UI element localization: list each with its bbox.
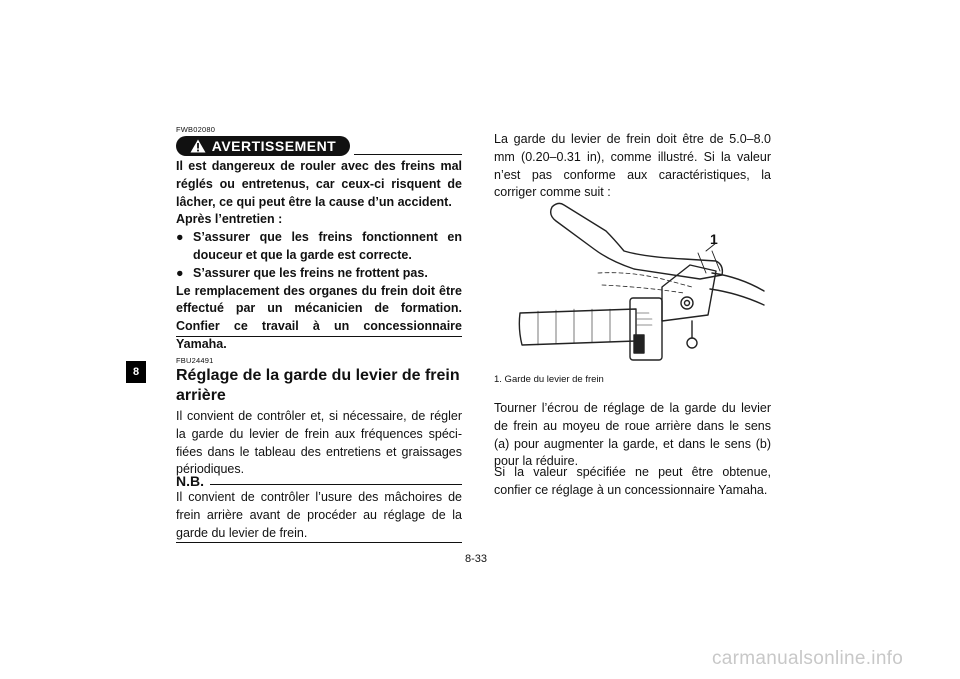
spec-text: La garde du levier de frein doit être de 5.0–8.0 mm (0.20–0.31 in), comme illustré. Si la valeur n’est pas conforme aux caractéristiques, la corriger comme suit : <box>494 132 771 200</box>
section-intro: Il convient de contrôler et, si nécessaire, de régler la garde du levier de frein aux fréquences spéci-fiées dans le tableau des entretiens et graissages périodiques. <box>176 409 462 477</box>
section-title: Réglage de la garde du levier de frein arrière <box>176 367 460 404</box>
warning-body <box>176 158 462 354</box>
bullet-dot-icon: ● <box>176 265 184 280</box>
after-service-label: Après l’entretien : <box>176 212 283 227</box>
note-bottom-rule <box>176 542 462 543</box>
note-text: Il convient de contrôler l’usure des mâchoires de frein arrière avant de procéder au réglage de la garde du levier de frein. <box>176 490 462 540</box>
warning-title: AVERTISSEMENT <box>211 138 337 154</box>
figure-caption: 1. Garde du levier de frein <box>494 374 604 385</box>
warning-triangle-icon <box>190 139 206 153</box>
page-number: 8-33 <box>465 553 488 565</box>
handlebar-grip <box>519 309 636 345</box>
bullet-dot-icon: ● <box>176 230 184 245</box>
note-label: N.B. <box>176 473 204 489</box>
warning-bottom-rule <box>176 336 462 337</box>
note-top-rule <box>210 484 462 485</box>
warning-paragraph: Le remplacement des organes du frein doit être effectué par un mécanicien de formation. Confier ce travail à un concessionnaire Yamaha. <box>176 283 462 351</box>
section-code: FBU24491 <box>176 356 214 365</box>
dealer-text: Si la valeur spécifiée ne peut être obtenue, confier ce réglage à un concessionnaire Yamaha. <box>494 465 771 497</box>
warning-bullet <box>176 265 462 283</box>
warning-paragraph: Il est dangereux de rouler avec des freins mal réglés ou entretenus, car ceux-ci risquent de lâcher, ce qui peut être la cause d’un accident. <box>176 159 462 209</box>
lever-mount <box>662 265 716 321</box>
chapter-tab: 8 <box>126 361 146 383</box>
warning-code: FWB02080 <box>176 125 216 134</box>
adjust-text: Tourner l’écrou de réglage de la garde du levier de frein au moyeu de roue arrière dans le sens (a) pour augmenter la garde, et dans le sens (b) pour la réduire. <box>494 401 771 469</box>
brake-lever <box>551 203 723 279</box>
bullet-text: S’assurer que les freins fonctionnent en douceur et que la garde est correcte. <box>193 230 462 262</box>
warning-banner <box>176 136 350 156</box>
brake-cable <box>710 273 764 305</box>
watermark: carmanualsonline.info <box>712 648 904 669</box>
brake-lever-illustration <box>494 195 772 365</box>
warning-top-rule <box>354 154 462 155</box>
bullet-text: S’assurer que les freins ne frottent pas. <box>193 265 428 280</box>
warning-bullet <box>176 229 462 265</box>
figure-callout: 1 <box>710 231 718 247</box>
